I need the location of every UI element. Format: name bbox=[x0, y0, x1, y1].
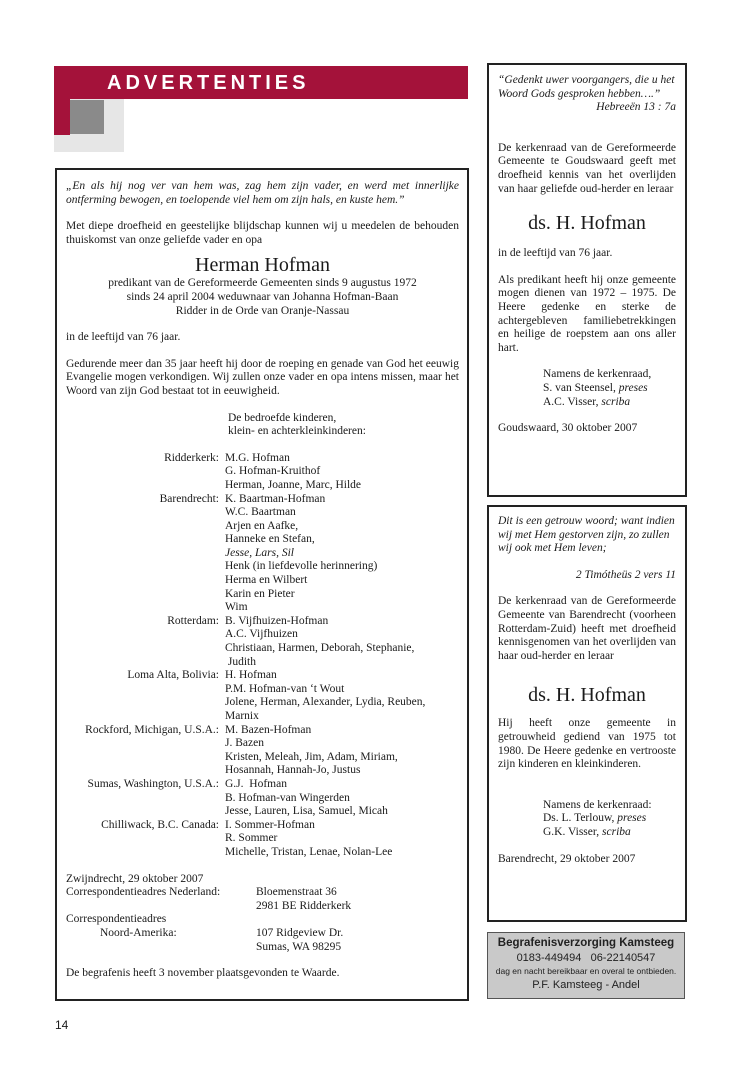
family-group bbox=[66, 493, 459, 615]
family-member: Hosannah, Hannah-Jo, Justus bbox=[225, 764, 361, 777]
family-group bbox=[66, 615, 459, 669]
family-member: Arjen en Aafke, bbox=[225, 519, 299, 532]
corr-na-label: Correspondentieadres bbox=[66, 913, 167, 926]
signature-intro: Namens de kerkenraad: bbox=[543, 798, 652, 811]
corr-nl-address: Bloemenstraat 36 bbox=[256, 886, 337, 899]
tribute-text: Hij heeft onze gemeente in getrouwheid gediend van 1975 tot 1980. De Heere gedenke en vertrooste zijn kinderen en kleinkinderen. bbox=[498, 717, 676, 771]
corr-na-address: Sumas, WA 98295 bbox=[256, 940, 342, 953]
signature-preses: Ds. L. Terlouw, preses bbox=[543, 812, 647, 825]
age-text: in de leeftijd van 76 jaar. bbox=[498, 247, 613, 260]
header-gray-inner bbox=[70, 100, 104, 134]
announcement-text: De kerkenraad van de Gereformeerde Gemeente te Goudswaard geeft met droefheid kennis van het overlijden van haar geliefde oud-herder en leraar bbox=[498, 141, 676, 195]
corr-na-label: Noord-Amerika: bbox=[100, 926, 177, 939]
family-member: M.G. Hofman bbox=[225, 451, 290, 464]
family-place: Sumas, Washington, U.S.A.: bbox=[87, 777, 219, 790]
corr-nl-label: Correspondentieadres Nederland: bbox=[66, 886, 221, 899]
family-member: G.J. Hofman bbox=[225, 777, 287, 790]
family-place: Chilliwack, B.C. Canada: bbox=[101, 818, 219, 831]
family-member: Karin en Pieter bbox=[225, 587, 295, 600]
family-member: H. Hofman bbox=[225, 669, 277, 682]
family-member: Jesse, Lars, Sil bbox=[225, 546, 294, 559]
intro-text: Met diepe droefheid en geestelijke blijdschap kunnen wij u meedelen de behouden thuiskomst van onze geliefde vader en opa bbox=[66, 220, 459, 246]
deceased-name: ds. H. Hofman bbox=[528, 684, 646, 707]
age-text: in de leeftijd van 76 jaar. bbox=[66, 331, 181, 344]
page-number: 14 bbox=[55, 1018, 69, 1032]
family-member: Herma en Wilbert bbox=[225, 574, 308, 587]
corr-na-address: 107 Ridgeview Dr. bbox=[256, 926, 344, 939]
family-member: P.M. Hofman-van ‘t Wout bbox=[225, 682, 345, 695]
family-group bbox=[66, 669, 459, 723]
family-member: Jolene, Herman, Alexander, Lydia, Reuben, bbox=[225, 696, 426, 709]
family-member: Hanneke en Stefan, bbox=[225, 533, 315, 546]
ad-note: dag en nacht bereikbaar en overal te ontbieden. bbox=[495, 966, 677, 976]
family-member: R. Sommer bbox=[225, 832, 278, 845]
family-member: I. Sommer-Hofman bbox=[225, 818, 315, 831]
family-place: Loma Alta, Bolivia: bbox=[127, 669, 219, 682]
deceased-name: ds. H. Hofman bbox=[528, 212, 646, 235]
deceased-detail: Ridder in de Orde van Oranje-Nassau bbox=[175, 304, 350, 317]
deceased-detail: sinds 24 april 2004 weduwnaar van Johanna Hofman-Baan bbox=[126, 290, 399, 303]
family-member: Jesse, Lauren, Lisa, Samuel, Micah bbox=[225, 805, 388, 818]
ministry-text: Gedurende meer dan 35 jaar heeft hij door de roeping en genade van God het eeuwig Evangelie mogen verkondigen. Wij zullen onze vader en opa intens missen, maar het Woord van zijn God bestaat tot in eeuwigheid. bbox=[66, 357, 459, 397]
left-advertisement bbox=[55, 168, 469, 1001]
family-member: A.C. Vijfhuizen bbox=[225, 628, 298, 641]
signature-preses: S. van Steensel, preses bbox=[543, 381, 648, 394]
family-group bbox=[66, 819, 459, 860]
bible-reference: 2 Timótheüs 2 vers 11 bbox=[575, 568, 676, 581]
bible-reference: Hebreeën 13 : 7a bbox=[596, 101, 676, 114]
family-member: Christiaan, Harmen, Deborah, Stephanie, bbox=[225, 642, 415, 655]
family-group bbox=[66, 778, 459, 819]
family-place: Rockford, Michigan, U.S.A.: bbox=[85, 723, 219, 736]
family-member: B. Vijfhuizen-Hofman bbox=[225, 614, 329, 627]
family-member: B. Hofman-van Wingerden bbox=[225, 791, 350, 804]
family-intro: klein- en achterkleinkinderen: bbox=[228, 425, 366, 438]
family-group bbox=[66, 724, 459, 778]
deceased-detail: predikant van de Gereformeerde Gemeenten sinds 9 augustus 1972 bbox=[108, 277, 417, 290]
funeral-text: De begrafenis heeft 3 november plaatsgevonden te Waarde. bbox=[66, 967, 340, 980]
right-advertisement-barendrecht bbox=[487, 505, 687, 922]
right-advertisement-goudswaard bbox=[487, 63, 687, 497]
family-member: Marnix bbox=[225, 710, 259, 722]
signature-scriba: G.K. Visser, scriba bbox=[543, 825, 631, 838]
family-member: K. Baartman-Hofman bbox=[225, 492, 326, 505]
family-member: W.C. Baartman bbox=[225, 506, 296, 519]
family-member: J. Bazen bbox=[225, 737, 264, 750]
family-list bbox=[66, 452, 459, 860]
family-member: M. Bazen-Hofman bbox=[225, 723, 312, 736]
family-member: Wim bbox=[225, 601, 248, 614]
family-member: Henk (in liefdevolle herinnering) bbox=[225, 560, 378, 573]
ad-title: Begrafenisverzorging Kamsteeg bbox=[497, 937, 675, 949]
date-line: Goudswaard, 30 oktober 2007 bbox=[498, 422, 638, 435]
family-place: Barendrecht: bbox=[159, 492, 219, 505]
family-member: G. Hofman-Kruithof bbox=[225, 465, 321, 478]
bible-quote: Dit is een getrouw woord; want indien wij met Hem gestorven zijn, zo zullen wij ook met Hem leven; bbox=[498, 515, 675, 555]
deceased-name: Herman Hofman bbox=[195, 254, 330, 277]
family-place: Ridderkerk: bbox=[164, 451, 219, 464]
date-line: Zwijndrecht, 29 oktober 2007 bbox=[66, 872, 204, 885]
ad-name: P.F. Kamsteeg - Andel bbox=[532, 979, 640, 991]
corr-nl-address: 2981 BE Ridderkerk bbox=[256, 899, 352, 912]
bible-quote: „En als hij nog ver van hem was, zag hem zijn vader, en werd met innerlijke ontferming bewogen, en toelopende viel hem om zijn hals, en kuste hem.” bbox=[66, 180, 459, 206]
header-accent bbox=[54, 99, 70, 135]
family-member: Michelle, Tristan, Lenae, Nolan-Lee bbox=[225, 845, 393, 858]
family-place: Rotterdam: bbox=[167, 614, 219, 627]
signature-scriba: A.C. Visser, scriba bbox=[543, 395, 631, 408]
funeral-service-ad bbox=[487, 932, 685, 999]
bible-quote: “Gedenkt uwer voorgangers, die u het Woord Gods gesproken hebben….” bbox=[498, 74, 675, 100]
announcement-text: De kerkenraad van de Gereformeerde Gemeente van Barendrecht (voorheen Rotterdam-Zuid) heeft met droefheid kennisgenomen van het overlijden van haar oud-herder en leraar bbox=[498, 595, 676, 662]
family-member: Judith bbox=[225, 655, 256, 668]
family-intro: De bedroefde kinderen, bbox=[228, 411, 337, 424]
date-line: Barendrecht, 29 oktober 2007 bbox=[498, 852, 636, 865]
family-member: Kristen, Meleah, Jim, Adam, Miriam, bbox=[225, 750, 398, 763]
tribute-text: Als predikant heeft hij onze gemeente mogen dienen van 1972 – 1975. De Heere gedenke en sterke de achtergebleven familiebetrekkingen en heilige de roepstem aan ons aller hart. bbox=[498, 273, 676, 354]
page-title: ADVERTENTIES bbox=[107, 72, 310, 94]
family-member: Herman, Joanne, Marc, Hilde bbox=[225, 478, 362, 491]
signature-intro: Namens de kerkenraad, bbox=[543, 368, 652, 381]
family-group bbox=[66, 452, 459, 493]
ad-phones: 0183-449494 06-22140547 bbox=[516, 952, 656, 964]
